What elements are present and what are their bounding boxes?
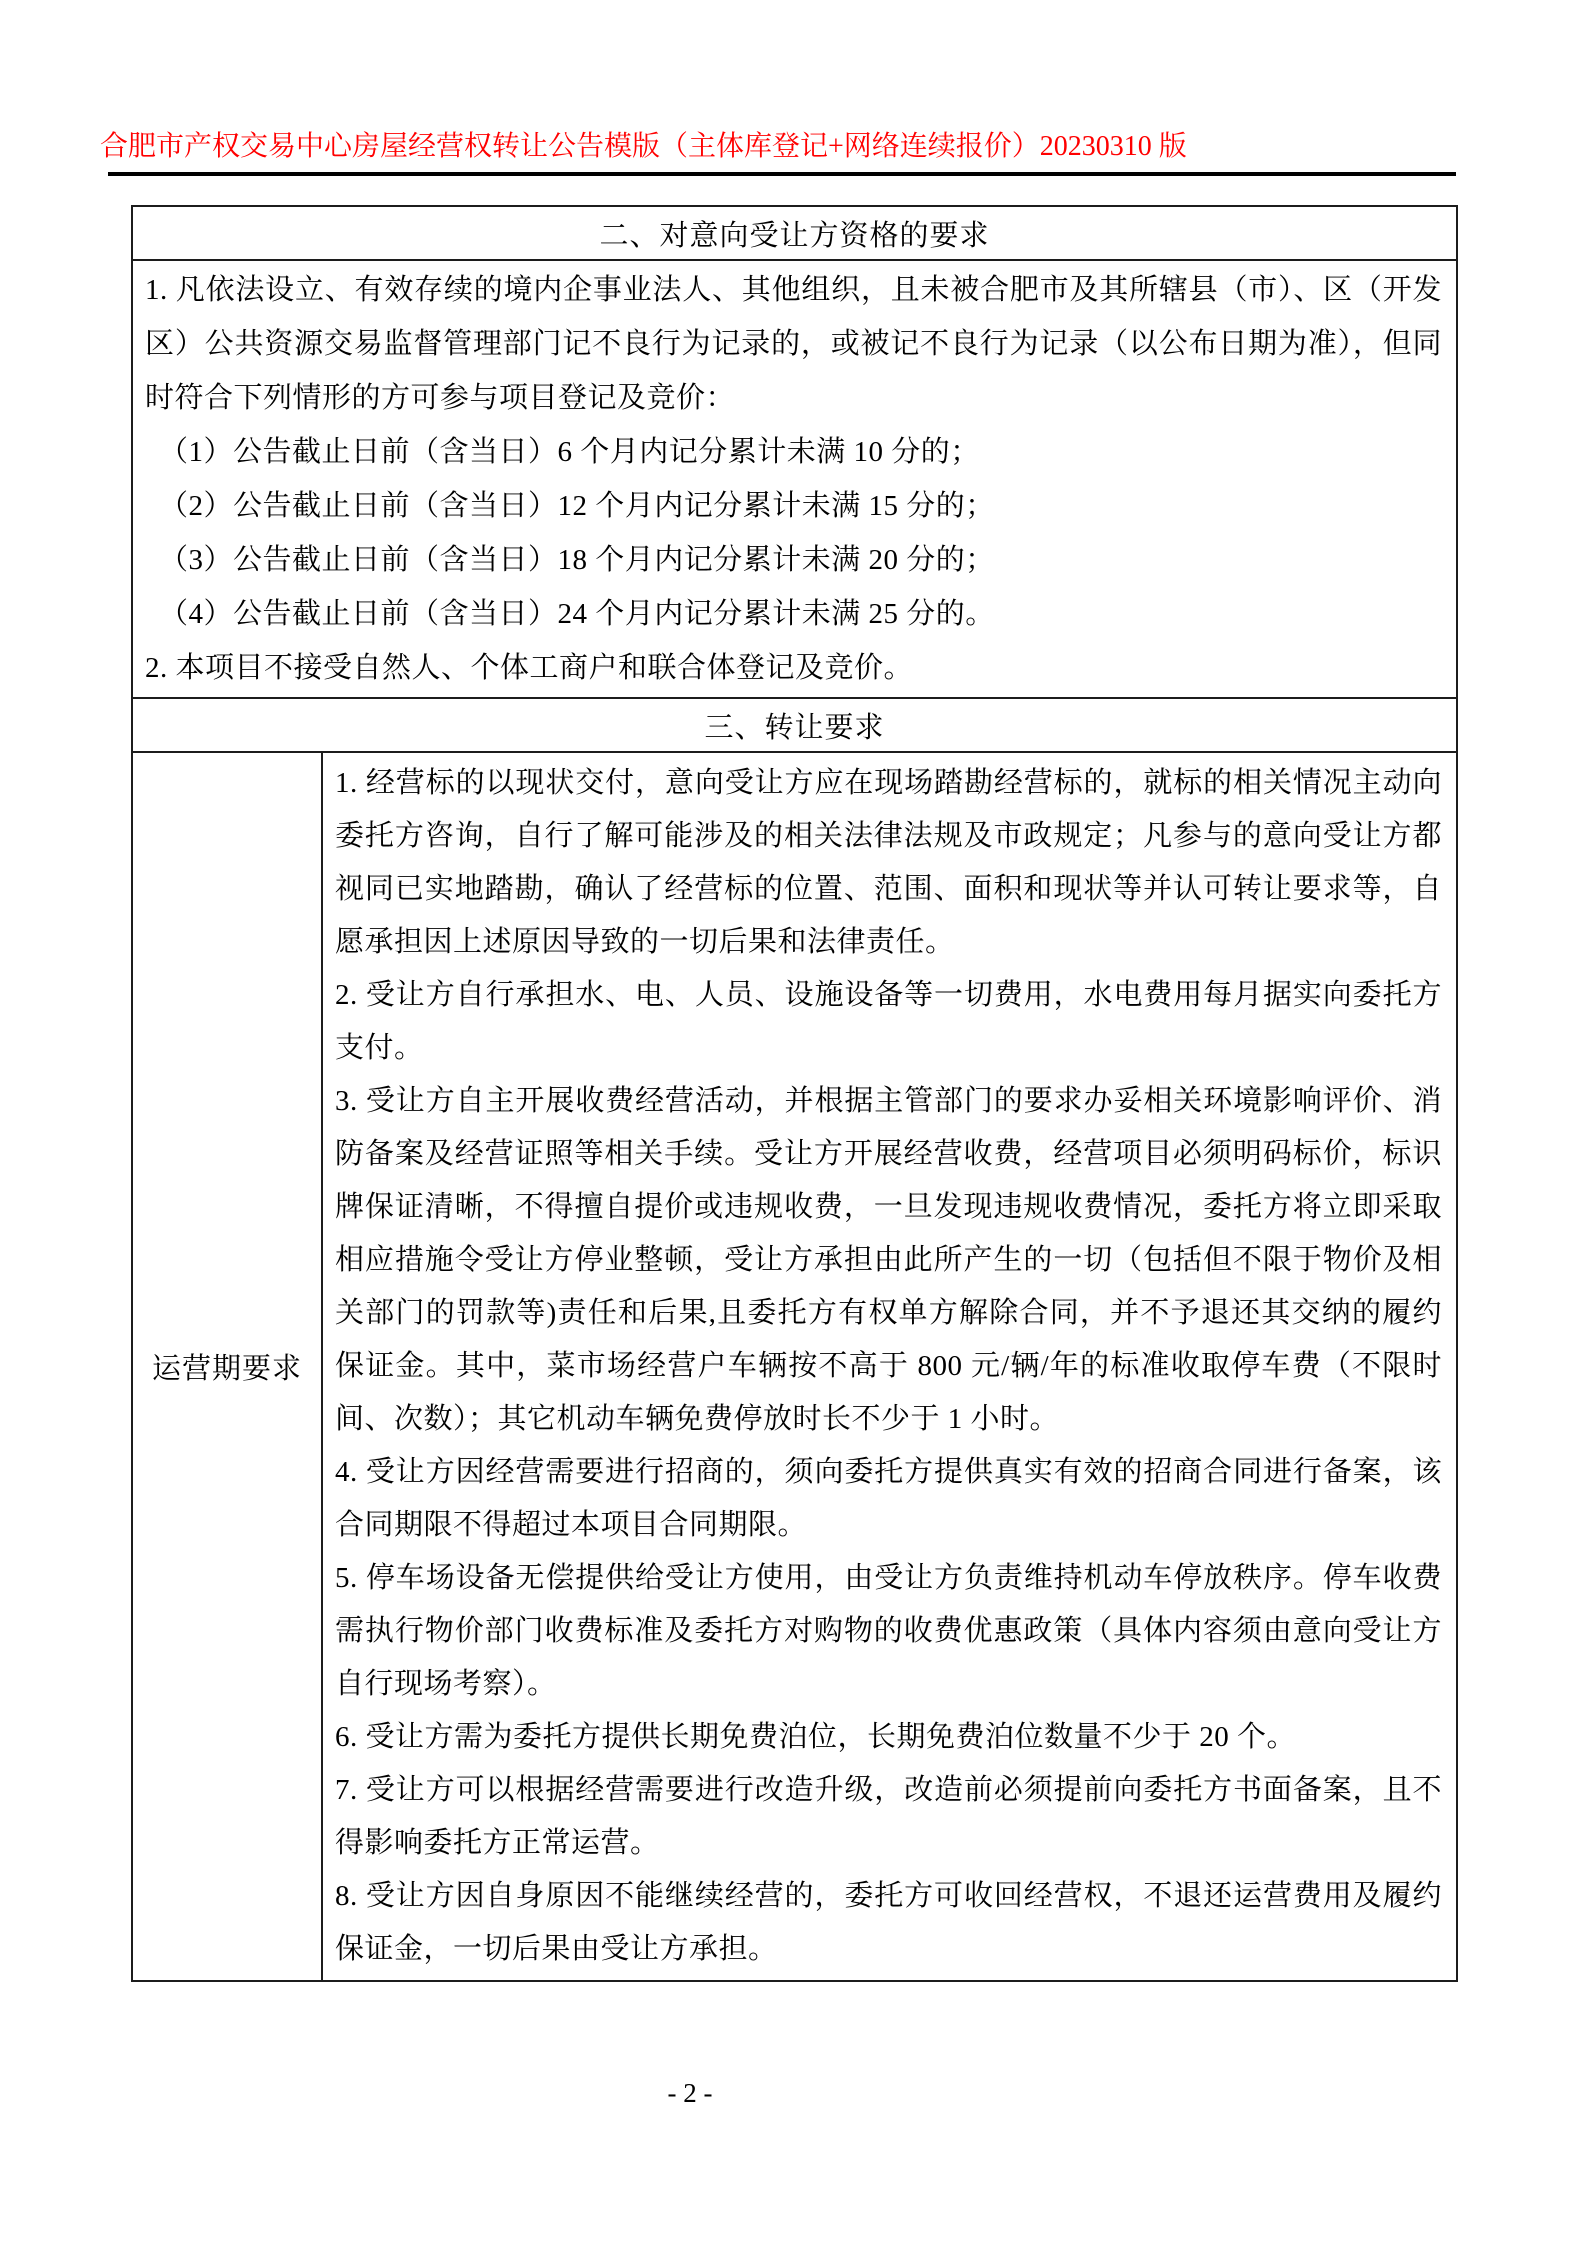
- transfer-requirement-item-1: 1. 经营标的以现状交付，意向受让方应在现场踏勘经营标的，就标的相关情况主动向委托方咨询，自行了解可能涉及的相关法律法规及市政规定；凡参与的意向受让方都视同已实地踏勘，确认了经营标的位置、范围、面积和现状等并认可转让要求等，自愿承担因上述原因导致的一切后果和法律责任。: [335, 767, 1442, 958]
- qualification-subitem-1: （1）公告截止日前（含当日）6 个月内记分累计未满 10 分的；: [159, 436, 980, 468]
- page-number: - 2 -: [667, 2078, 713, 2108]
- header-divider-rule: [108, 172, 1456, 176]
- table-row: [132, 206, 1457, 260]
- transfer-requirement-item-6: 6. 受让方需为委托方提供长期免费泊位，长期免费泊位数量不少于 20 个。: [335, 1721, 1297, 1753]
- operation-period-row-label: 运营期要求: [132, 752, 322, 1981]
- section-3-heading: 三、转让要求: [132, 698, 1457, 752]
- table-row: [132, 698, 1457, 752]
- transfer-requirement-item-5: 5. 停车场设备无偿提供给受让方使用，由受让方负责维持机动车停放秩序。停车收费需执行物价部门收费标准及委托方对购物的收费优惠政策（具体内容须由意向受让方自行现场考察）。: [335, 1562, 1442, 1700]
- table-row: [132, 260, 1457, 698]
- qualification-subitem-3: （3）公告截止日前（含当日）18 个月内记分累计未满 20 分的；: [159, 544, 995, 576]
- table-row: [132, 752, 1457, 1981]
- transfer-requirement-item-7: 7. 受让方可以根据经营需要进行改造升级，改造前必须提前向委托方书面备案，且不得影响委托方正常运营。: [335, 1774, 1442, 1859]
- section-2-heading: 二、对意向受让方资格的要求: [132, 206, 1457, 260]
- qualification-paragraph-1: 1. 凡依法设立、有效存续的境内企事业法人、其他组织，且未被合肥市及其所辖县（市）、区（开发区）公共资源交易监督管理部门记不良行为记录的，或被记不良行为记录（以公布日期为准），但同时符合下列情形的方可参与项目登记及竞价：: [145, 274, 1442, 414]
- qualification-subitem-4: （4）公告截止日前（含当日）24 个月内记分累计未满 25 分的。: [159, 598, 995, 630]
- transfer-requirement-item-2: 2. 受让方自行承担水、电、人员、设施设备等一切费用，水电费用每月据实向委托方支付。: [335, 979, 1442, 1064]
- transfer-requirement-item-4: 4. 受让方因经营需要进行招商的，须向委托方提供真实有效的招商合同进行备案，该合同期限不得超过本项目合同期限。: [335, 1456, 1442, 1541]
- section-2-content-cell: [132, 260, 1457, 698]
- document-header-title: 合肥市产权交易中心房屋经营权转让公告模版（主体库登记+网络连续报价）20230310 版: [100, 131, 1187, 162]
- operation-period-content-cell: [322, 752, 1457, 1981]
- transfer-requirement-item-8: 8. 受让方因自身原因不能继续经营的，委托方可收回经营权，不退还运营费用及履约保证金，一切后果由受让方承担。: [335, 1880, 1442, 1965]
- main-table: [131, 205, 1458, 1982]
- transfer-requirement-item-3: 3. 受让方自主开展收费经营活动，并根据主管部门的要求办妥相关环境影响评价、消防备案及经营证照等相关手续。受让方开展经营收费，经营项目必须明码标价，标识牌保证清晰，不得擅自提价或违规收费，一旦发现违规收费情况，委托方将立即采取相应措施令受让方停业整顿，受让方承担由此所产生的一切（包括但不限于物价及相关部门的罚款等)责任和后果,且委托方有权单方解除合同，并不予退还其交纳的履约保证金。其中，菜市场经营户车辆按不高于 800 元/辆/年的标准收取停车费（不限时间、次数）；其它机动车辆免费停放时长不少于 1 小时。: [335, 1085, 1442, 1435]
- qualification-paragraph-2: 2. 本项目不接受自然人、个体工商户和联合体登记及竞价。: [145, 652, 914, 684]
- qualification-subitem-2: （2）公告截止日前（含当日）12 个月内记分累计未满 15 分的；: [159, 490, 995, 522]
